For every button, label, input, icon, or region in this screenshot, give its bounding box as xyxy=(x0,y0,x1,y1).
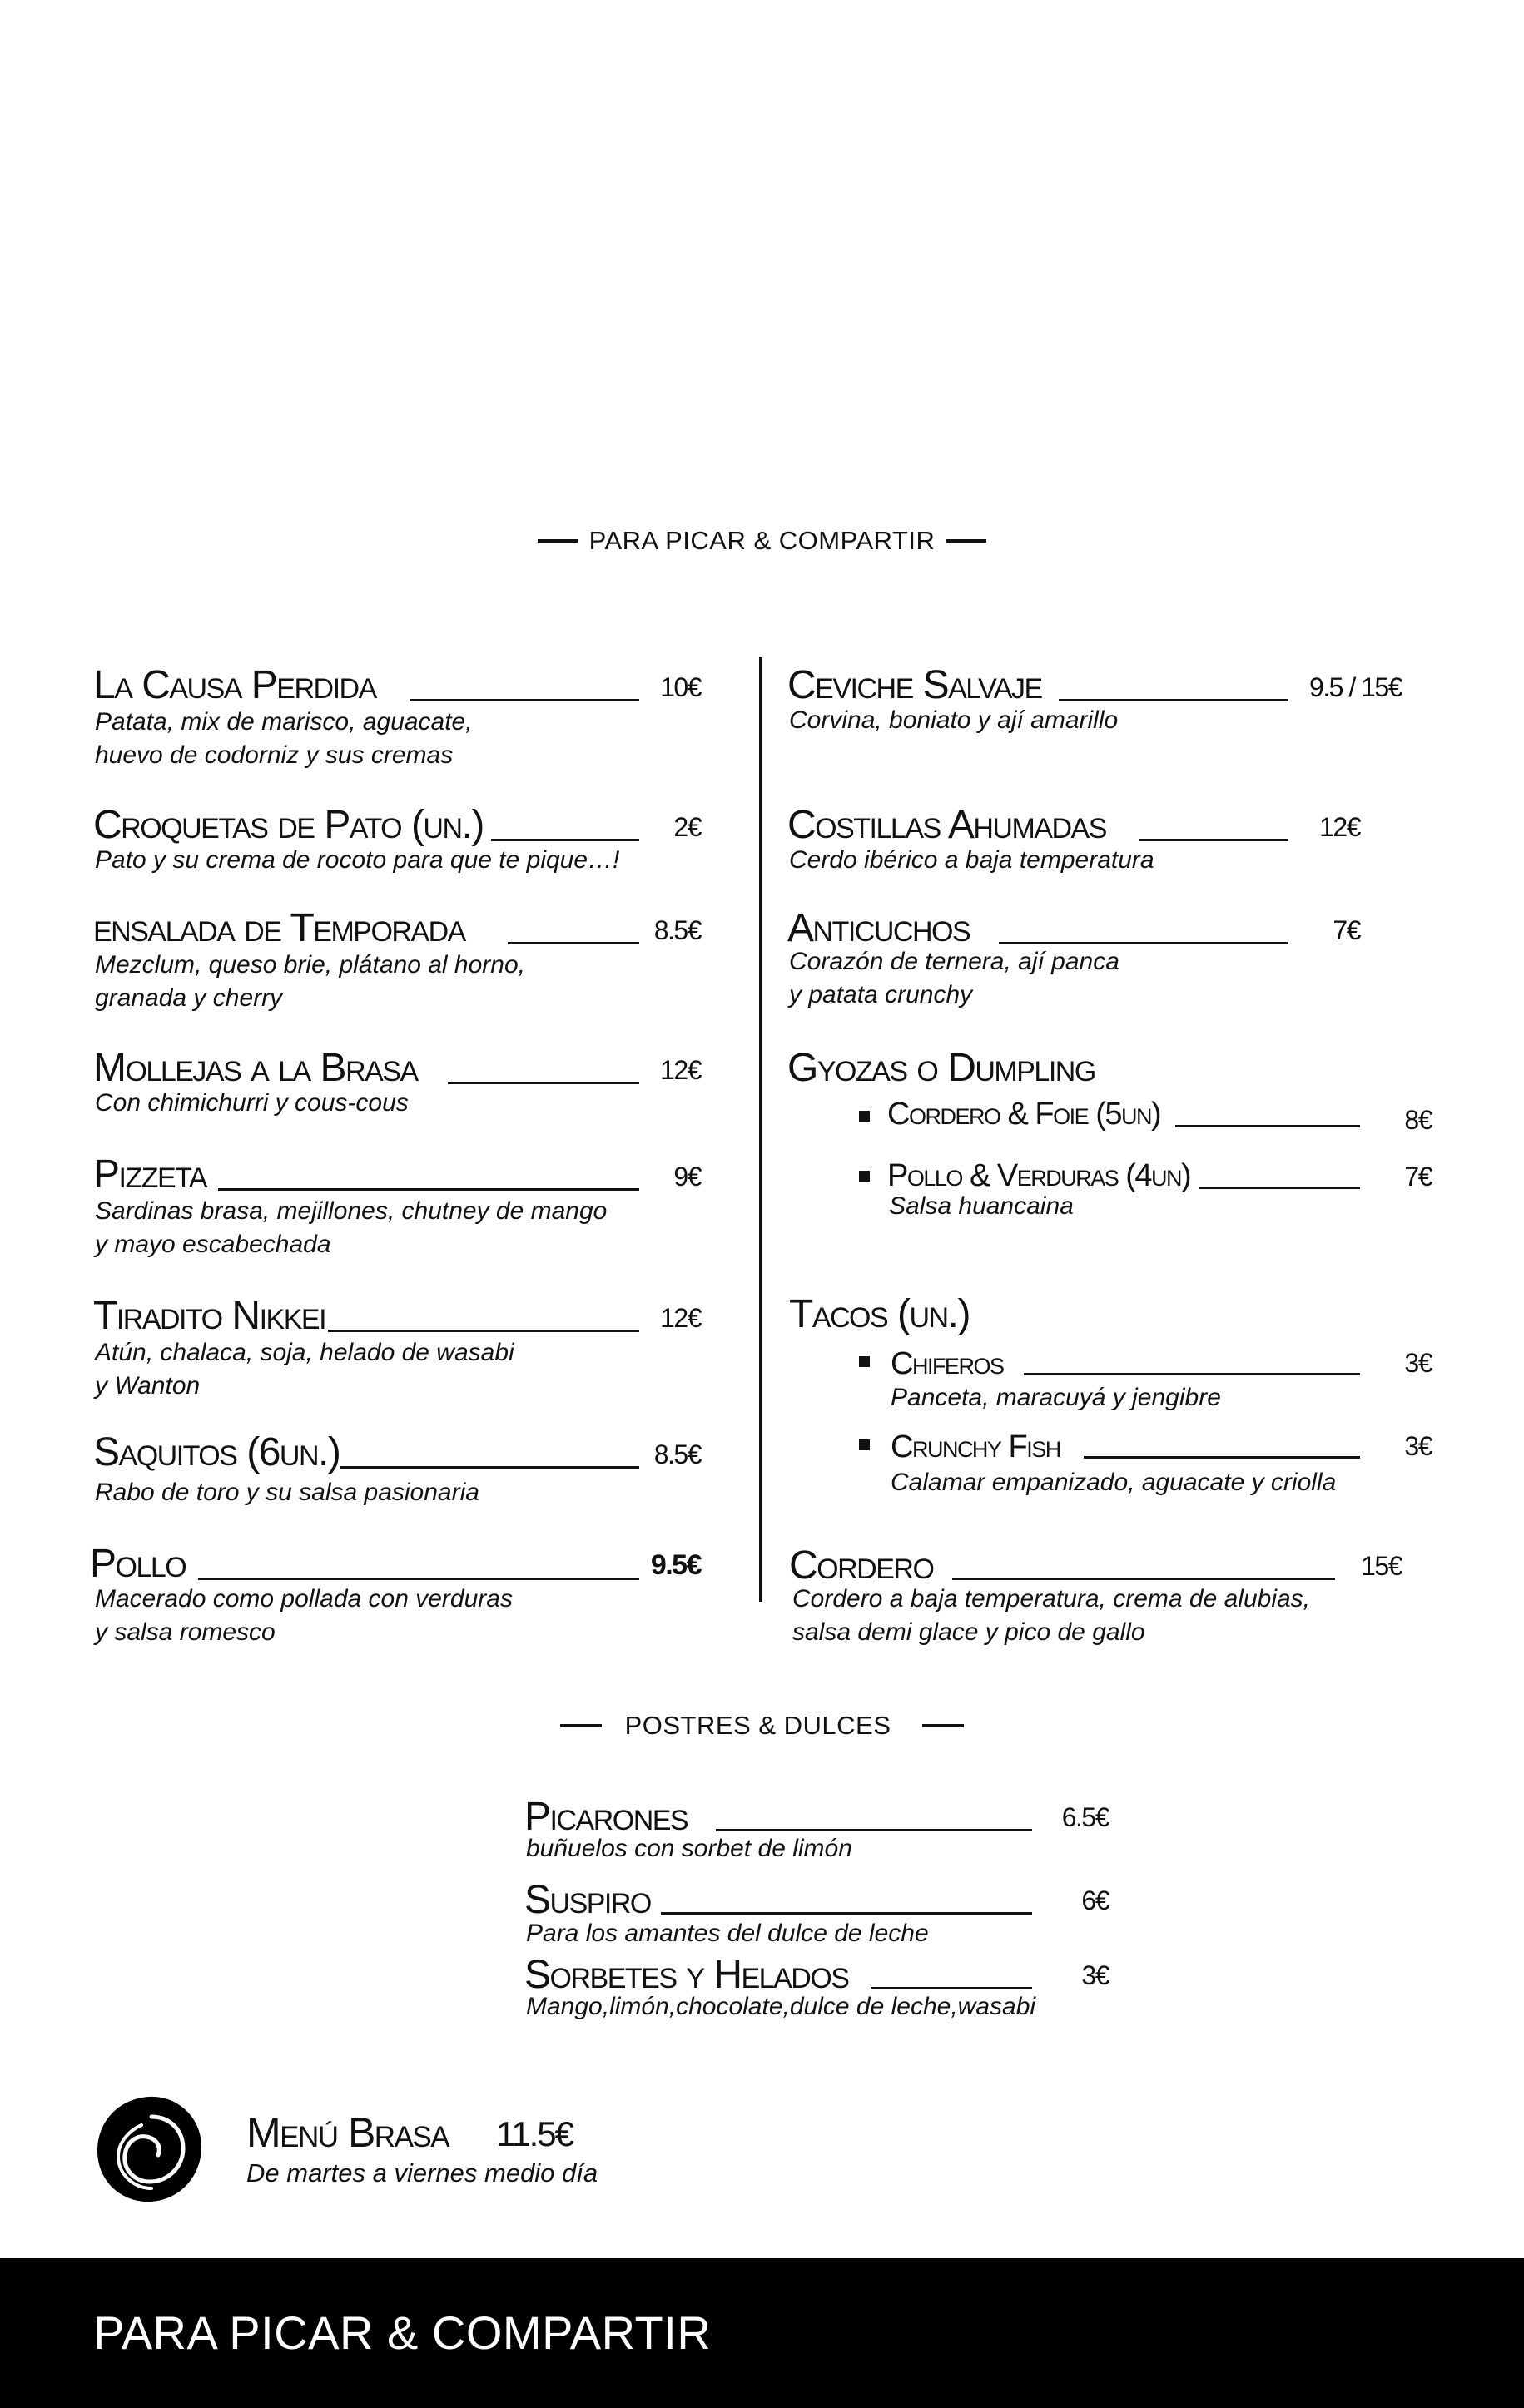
menu-item-price: 7€ xyxy=(1333,915,1360,945)
menu-item-desc-line: Con chimichurri y cous-cous xyxy=(95,1089,409,1117)
dessert-desc: Para los amantes del dulce de leche xyxy=(526,1920,929,1947)
menu-item-name: ensalada de Temporada xyxy=(93,906,465,950)
menu-item-price: 9€ xyxy=(673,1162,701,1192)
menu-item-name: Saquitos (6un.) xyxy=(93,1430,340,1474)
leader-line xyxy=(999,942,1288,944)
menu-subitem-name: Crunchy Fish xyxy=(891,1429,1060,1464)
dessert-desc: buñuelos con sorbet de limón xyxy=(526,1835,852,1862)
dessert-name: Sorbetes y Helados xyxy=(524,1953,849,1997)
menu-item-desc-line: Atún, chalaca, soja, helado de wasabi xyxy=(95,1339,514,1366)
menu-item-desc-line: Mezclum, queso brie, plátano al horno, xyxy=(95,951,525,979)
desserts-heading xyxy=(0,1711,1524,1741)
menu-item-price: 15€ xyxy=(1361,1551,1402,1581)
brasa-logo xyxy=(93,2093,205,2205)
bullet-icon xyxy=(859,1171,870,1182)
menu-item-desc-line: huevo de codorniz y sus cremas xyxy=(95,741,454,769)
leader-line xyxy=(1024,1373,1360,1375)
starters-heading xyxy=(0,526,1524,556)
menu-item-desc-line: Sardinas brasa, mejillones, chutney de mango xyxy=(95,1197,608,1225)
leader-line xyxy=(410,699,639,701)
menu-subitem-name: Chiferos xyxy=(891,1346,1004,1381)
menu-item-desc-line: Corvina, boniato y ají amarillo xyxy=(789,706,1119,734)
leader-line xyxy=(1059,699,1288,701)
menu-group-name: Tacos (un.) xyxy=(789,1292,970,1336)
leader-line xyxy=(716,1829,1032,1831)
menu-item-desc-line: Cordero a baja temperatura, crema de alubias, xyxy=(792,1585,1311,1613)
heading-dash-left xyxy=(560,1724,602,1727)
dessert-name: Suspiro xyxy=(524,1878,651,1922)
footer-bar xyxy=(0,2258,1524,2408)
leader-line xyxy=(1084,1456,1360,1459)
menu-subitem-price: 3€ xyxy=(1404,1431,1432,1461)
menu-subitem-desc: Calamar empanizado, aguacate y criolla xyxy=(891,1469,1337,1496)
menu-subitem-name: Cordero & Foie (5un) xyxy=(887,1097,1161,1132)
menu-item-price: 8.5€ xyxy=(653,1439,701,1469)
menu-brasa-price: 11.5€ xyxy=(496,2114,573,2153)
menu-brasa-title: Menú Brasa xyxy=(246,2109,449,2156)
menu-item-name: Pollo xyxy=(90,1542,186,1586)
menu-subitem-price: 3€ xyxy=(1404,1348,1432,1378)
menu-item-price: 9.5 / 15€ xyxy=(1308,672,1402,702)
menu-item-desc-line: Cerdo ibérico a baja temperatura xyxy=(789,846,1154,874)
menu-item-price: 12€ xyxy=(660,1303,701,1333)
menu-item-name: Pizzeta xyxy=(93,1152,207,1197)
dessert-price: 6€ xyxy=(1081,1885,1109,1915)
menu-item-desc-line: y salsa romesco xyxy=(95,1618,276,1646)
menu-item-desc-line: y mayo escabechada xyxy=(95,1231,331,1258)
menu-item-desc-line: Rabo de toro y su salsa pasionaria xyxy=(95,1479,479,1506)
menu-item-desc-line: Patata, mix de marisco, aguacate, xyxy=(95,708,473,736)
menu-item-desc-line: Corazón de ternera, ají panca xyxy=(789,948,1119,975)
menu-item-desc-line: Macerado como pollada con verduras xyxy=(95,1585,513,1613)
dessert-price: 6.5€ xyxy=(1061,1802,1109,1832)
menu-item-desc-line: y patata crunchy xyxy=(789,981,973,1008)
menu-item-name: Anticuchos xyxy=(787,906,970,950)
leader-line xyxy=(871,1987,1032,1989)
menu-subitem-name: Pollo & Verduras (4un) xyxy=(887,1158,1191,1193)
leader-line xyxy=(508,942,639,944)
bullet-icon xyxy=(859,1439,870,1450)
menu-item-price: 12€ xyxy=(660,1055,701,1085)
menu-subitem-desc: Panceta, maracuyá y jengibre xyxy=(891,1384,1221,1411)
menu-item-name: Mollejas a la Brasa xyxy=(93,1046,418,1090)
leader-line xyxy=(328,1330,639,1332)
heading-dash-right xyxy=(922,1724,964,1727)
leader-line xyxy=(448,1082,639,1084)
menu-group-name: Gyozas o Dumpling xyxy=(787,1046,1095,1090)
leader-line xyxy=(218,1188,639,1191)
leader-line xyxy=(340,1466,639,1469)
heading-dash-right xyxy=(946,539,986,543)
menu-subitem-desc: Salsa huancaina xyxy=(889,1192,1074,1220)
menu-subitem-price: 7€ xyxy=(1404,1162,1432,1192)
menu-item-desc-line: granada y cherry xyxy=(95,984,283,1012)
menu-item-desc-line: salsa demi glace y pico de gallo xyxy=(792,1618,1145,1646)
starters-heading-label: PARA PICAR & COMPARTIR xyxy=(588,526,936,555)
column-divider xyxy=(759,657,762,1602)
menu-item-price: 9.5€ xyxy=(650,1549,701,1581)
bullet-icon xyxy=(859,1356,870,1367)
menu-item-price: 8.5€ xyxy=(653,915,701,945)
menu-item-name: Ceviche Salvaje xyxy=(787,663,1042,707)
leader-line xyxy=(1199,1187,1360,1189)
footer-label: PARA PICAR & COMPARTIR xyxy=(93,2306,712,2359)
dessert-desc: Mango,limón,chocolate,dulce de leche,wasabi xyxy=(526,1993,1036,2020)
menu-item-price: 2€ xyxy=(673,812,701,842)
menu-item-desc-line: Pato y su crema de rocoto para que te pique…! xyxy=(95,846,620,874)
menu-item-price: 10€ xyxy=(660,672,701,702)
leader-line xyxy=(198,1578,639,1580)
dessert-name: Picarones xyxy=(524,1795,688,1839)
menu-item-name: Croquetas de Pato (un.) xyxy=(93,803,484,847)
dessert-price: 3€ xyxy=(1081,1960,1109,1990)
leader-line xyxy=(1139,839,1288,841)
menu-item-price: 12€ xyxy=(1319,812,1360,842)
heading-dash-left xyxy=(538,539,578,543)
menu-brasa-subtitle: De martes a viernes medio día xyxy=(246,2158,598,2188)
leader-line xyxy=(661,1912,1032,1915)
bullet-icon xyxy=(859,1111,870,1122)
menu-item-desc-line: y Wanton xyxy=(95,1372,201,1400)
leader-line xyxy=(1175,1125,1360,1127)
menu-subitem-price: 8€ xyxy=(1404,1105,1432,1135)
menu-item-name: La Causa Perdida xyxy=(93,663,376,707)
menu-item-name: Cordero xyxy=(789,1543,934,1588)
desserts-heading-label: POSTRES & DULCES xyxy=(624,1711,891,1740)
menu-item-name: Tiradito Nikkei xyxy=(93,1294,326,1338)
menu-item-name: Costillas Ahumadas xyxy=(787,803,1106,847)
leader-line xyxy=(491,839,639,841)
leader-line xyxy=(952,1578,1335,1580)
